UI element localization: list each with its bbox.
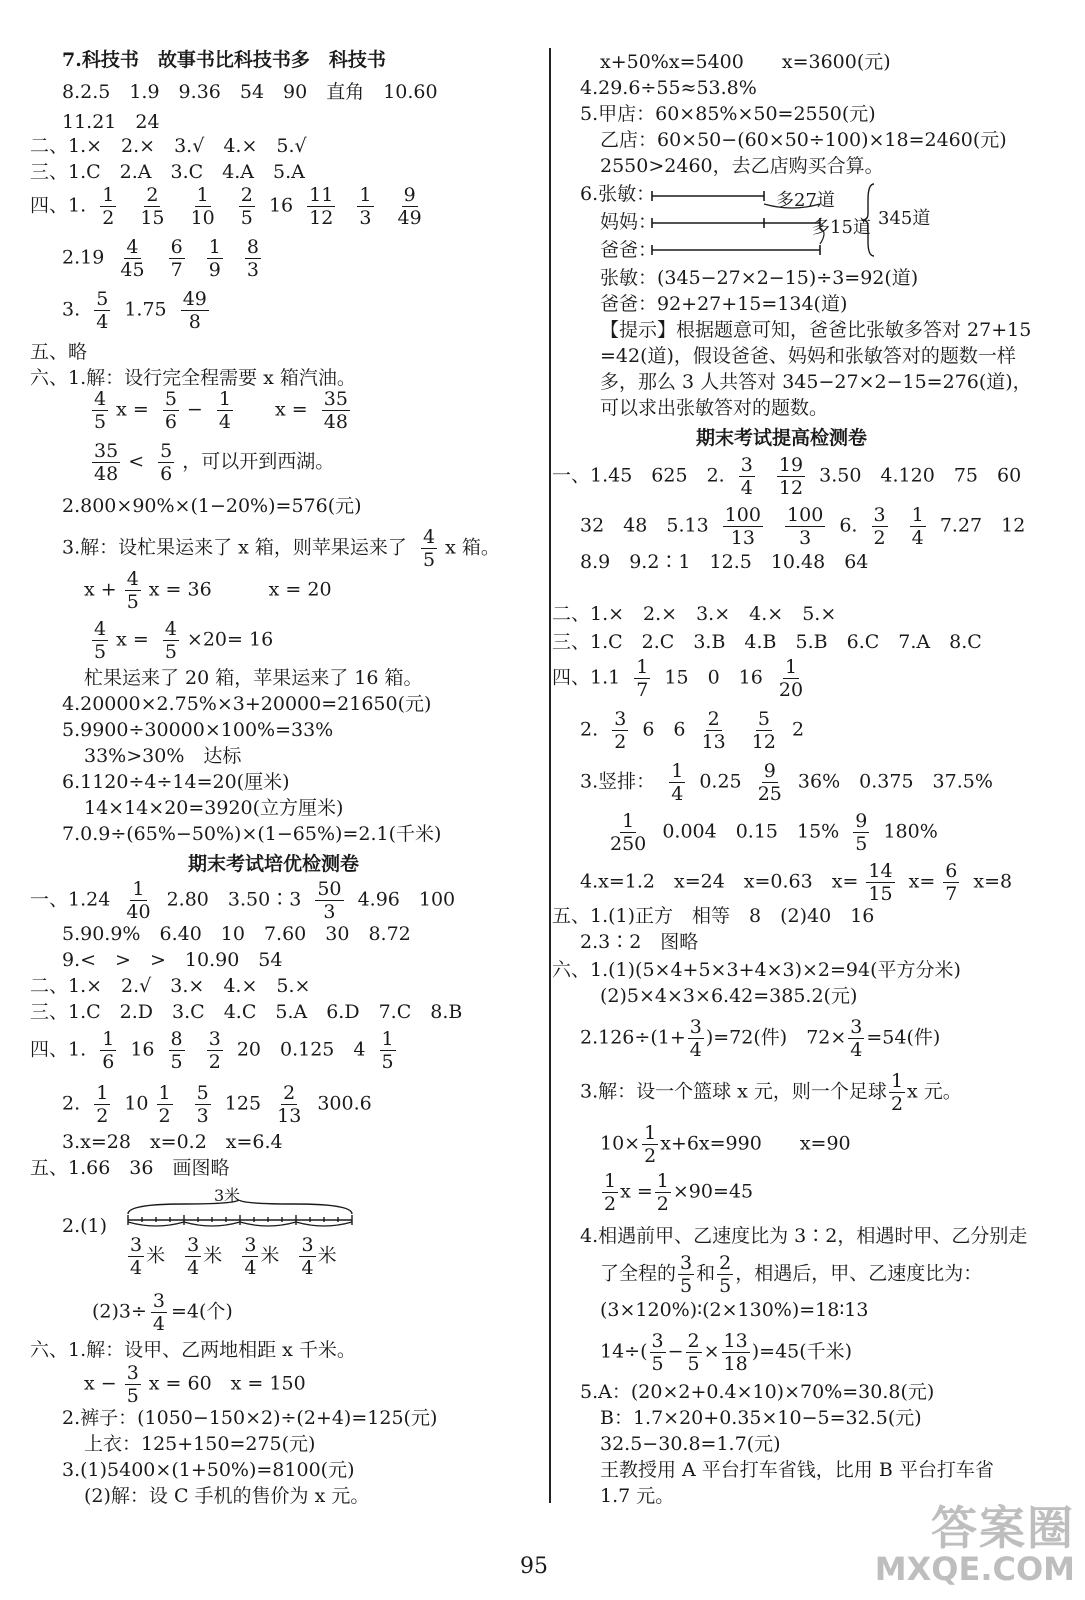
fraction: $\frac{3}{4}$ xyxy=(740,454,753,499)
answer-value: 0.004 0.15 15% xyxy=(662,820,840,843)
answer-line-fractions: 四、1. $\frac{1}{6}$ 16 $\frac{8}{5}$ $\frac{3}{2}$ 20 0.125 4 $\frac{1}{5}$ xyxy=(30,1028,394,1073)
answer-line: 5.A：(20×2+0.4×10)×70%=30.8(元) xyxy=(580,1381,935,1403)
fraction: $\frac{1}{3}$ xyxy=(359,184,372,229)
answer-value: 300.6 xyxy=(317,1092,372,1115)
answer-line: 1.7 元。 xyxy=(600,1485,675,1507)
diagram-label: 6.张敏： xyxy=(580,183,656,205)
fraction: $\frac{1}{4}$ xyxy=(671,760,684,805)
fraction: $\frac{1}{20}$ xyxy=(778,656,804,701)
answer-line-fractions xyxy=(30,184,432,229)
fraction: $\frac{3}{4}$ xyxy=(301,1234,314,1279)
equation-line: 2.126÷(1+ $\frac{3}{4}$ )=72(件) 72× $\frac{3}{4}$ =54(件) xyxy=(580,1016,941,1061)
fraction: $\frac{3}{4}$ xyxy=(850,1016,863,1061)
diagram-label: 爸爸： xyxy=(600,239,658,261)
fraction: $\frac{5}{12}$ xyxy=(751,708,776,753)
answer-value: 180% xyxy=(883,820,938,843)
section-title: 期末考试培优检测卷 xyxy=(188,853,360,875)
fraction: $\frac{3}{4}$ xyxy=(187,1234,200,1279)
page-number: 95 xyxy=(520,1554,548,1579)
answer-value: 36% 0.375 37.5% xyxy=(797,770,993,793)
diagram-total: 345道 xyxy=(878,208,931,229)
equation-text: 2.126÷ xyxy=(580,1026,651,1049)
answer-line: 11.21 24 xyxy=(62,111,160,133)
answer-line: x+50%x=5400 x=3600(元) xyxy=(600,51,891,73)
answer-label: 四、1. xyxy=(30,194,87,217)
unit-label: 米 xyxy=(317,1244,337,1267)
equation-line xyxy=(92,1290,233,1335)
answer-line: 8.9 9.2∶1 12.5 10.48 64 xyxy=(580,551,869,573)
diagram-note: 多27道 xyxy=(776,190,835,211)
hint-line: 【提示】根据题意可知，爸爸比张敏多答对 27+15 xyxy=(600,319,1032,341)
unit-label: 米 xyxy=(146,1244,166,1267)
answer-line-fractions xyxy=(62,288,217,333)
fraction: $\frac{100}{3}$ xyxy=(787,504,824,549)
fraction: $\frac{9}{25}$ xyxy=(757,760,782,805)
answer-value: x= xyxy=(908,870,936,893)
answer-label: 2.(1) xyxy=(62,1215,108,1237)
segment-diagram xyxy=(124,1200,360,1230)
answer-line: 9.< > > 10.90 54 xyxy=(62,949,283,971)
answer-line xyxy=(62,526,500,571)
answer-value: 10 xyxy=(124,1092,149,1115)
answer-text: 了全程的 xyxy=(600,1262,677,1285)
answer-value: 15 0 16 xyxy=(664,666,763,689)
diagram-label: 妈妈： xyxy=(600,211,658,233)
answer-line: 六、1.解：设甲、乙两地相距 x 千米。 xyxy=(30,1339,356,1361)
answer-line: 二、1.× 2.× 3.√ 4.× 5.√ xyxy=(30,135,307,157)
fraction: $\frac{2}{13}$ xyxy=(277,1082,302,1127)
fraction: $\frac{1}{4}$ xyxy=(218,388,231,433)
fraction: $\frac{35}{48}$ xyxy=(94,440,119,485)
equation-line: $\frac{4}{5}$ x = $\frac{5}{6}$ − $\frac{1}{4}$ x = $\frac{35}{48}$ xyxy=(94,388,348,433)
answer-line: B：1.7×20+0.35×10−5=32.5(元) xyxy=(600,1407,922,1429)
equation-text: ×90=45 xyxy=(672,1180,754,1203)
fraction: $\frac{50}{3}$ xyxy=(317,878,342,923)
answer-line: 32.5−30.8=1.7(元) xyxy=(600,1433,781,1455)
diagram-labels xyxy=(126,1234,337,1279)
answer-line: 五、略 xyxy=(30,341,88,363)
conclusion-text: ，可以开到西湖。 xyxy=(182,450,335,473)
answer-line-fractions xyxy=(552,656,813,701)
equation-line: $\frac{1}{2}$ x = $\frac{1}{2}$ ×90=45 xyxy=(604,1170,754,1215)
fraction: $\frac{4}{5}$ xyxy=(94,618,107,663)
question-text: x 箱。 xyxy=(445,536,500,559)
fraction: $\frac{1}{2}$ xyxy=(644,1122,657,1167)
equation-text: =54(件) xyxy=(866,1026,941,1049)
equation-text: =4(个) xyxy=(171,1300,233,1323)
unit-label: 米 xyxy=(260,1244,280,1267)
equation-text: x+6x=990 x=90 xyxy=(660,1132,851,1155)
answer-line: 王教授用 A 平台打车省钱，比用 B 平台打车省 xyxy=(600,1459,994,1481)
fraction: $\frac{1}{6}$ xyxy=(102,1028,115,1073)
fraction: $\frac{11}{12}$ xyxy=(309,184,334,229)
fraction: $\frac{9}{49}$ xyxy=(397,184,422,229)
answer-line: 六、1.(1)(5×4+5×3+4×3)×2=94(平方分米) xyxy=(552,959,961,981)
answer-line-fractions xyxy=(580,860,1012,905)
answer-line: 五、1.66 36 画图略 xyxy=(30,1157,230,1179)
equation-line: $\frac{35}{48}$ < $\frac{5}{6}$ ，可以开到西湖。 xyxy=(94,440,335,485)
equation-text: x = 60 x = 150 xyxy=(148,1372,306,1395)
answer-line: 2550>2460，去乙店购买合算。 xyxy=(600,155,884,177)
fraction: $\frac{1}{40}$ xyxy=(126,878,151,923)
answer-value: 0.25 xyxy=(699,770,742,793)
answer-label: 2.19 xyxy=(62,246,105,269)
diagram-note: 多15道 xyxy=(812,217,871,238)
fraction: $\frac{35}{48}$ xyxy=(323,388,348,433)
fraction: $\frac{1}{2}$ xyxy=(604,1170,617,1215)
equation-line: $\frac{4}{5}$ x = $\frac{4}{5}$ ×20= 16 xyxy=(94,618,274,663)
answer-line: 7.科技书 故事书比科技书多 科技书 xyxy=(62,49,386,71)
equation-text: = 16 xyxy=(227,628,274,651)
answer-label: 四、1.1 xyxy=(552,666,621,689)
answer-line xyxy=(580,1070,962,1115)
answer-line: 张敏：(345−27×2−15)÷3=92(道) xyxy=(600,267,919,289)
hint-line: 多，那么 3 人共答对 345−27×2−15=276(道)， xyxy=(600,371,1032,393)
answer-line: 5.9900÷30000×100%=33% xyxy=(62,719,334,741)
section-title: 期末考试提高检测卷 xyxy=(696,427,868,449)
answer-value: 2 xyxy=(792,718,805,741)
answer-line: 上衣：125+150=275(元) xyxy=(84,1433,316,1455)
fraction: $\frac{2}{13}$ xyxy=(701,708,726,753)
fraction: $\frac{4}{5}$ xyxy=(94,388,107,433)
answer-line-fractions xyxy=(62,1082,372,1127)
fraction: $\frac{6}{7}$ xyxy=(170,236,183,281)
fraction: $\frac{2}{5}$ xyxy=(719,1252,732,1297)
answer-line-fractions xyxy=(62,236,269,281)
answer-line-fractions xyxy=(580,760,993,805)
fraction: $\frac{3}{2}$ xyxy=(208,1028,221,1073)
fraction: $\frac{3}{2}$ xyxy=(873,504,886,549)
answer-line: 2.3∶2 图略 xyxy=(580,931,699,953)
answer-line: 三、1.C 2.C 3.B 4.B 5.B 6.C 7.A 8.C xyxy=(552,631,982,653)
answer-line: 2.800×90%×(1−20%)=576(元) xyxy=(62,495,362,517)
answer-line: 4.相遇前甲、乙速度比为 3∶2，相遇时甲、乙分别走 xyxy=(580,1225,1028,1247)
question-text: 3.解：设一个篮球 x 元，则一个足球 xyxy=(580,1080,887,1103)
answer-line: 33%>30% 达标 xyxy=(84,745,242,767)
watermark-text: 答案圈 xyxy=(931,1501,1075,1555)
fraction: $\frac{1}{4}$ xyxy=(911,504,924,549)
fraction: $\frac{1}{2}$ xyxy=(158,1082,171,1127)
answer-label: 2. xyxy=(62,1092,81,1115)
hint-line: =42(道)，假设爸爸、妈妈和张敏答对的题数一样 xyxy=(600,345,1016,367)
answer-line: 4.20000×2.75%×3+20000=21650(元) xyxy=(62,693,432,715)
equation-text: (2)3÷ xyxy=(92,1300,147,1323)
answer-text: ，相遇后，甲、乙速度比为： xyxy=(735,1262,983,1285)
answer-line-fractions xyxy=(580,708,804,753)
answer-label: 6. xyxy=(839,514,858,537)
question-text: 3.解：设杧果运来了 x 箱，则苹果运来了 xyxy=(62,536,407,559)
fraction: $\frac{3}{4}$ xyxy=(152,1290,166,1335)
answer-line-fractions xyxy=(552,454,1021,499)
answer-line: 7.0.9÷(65%−50%)×(1−65%)=2.1(千米) xyxy=(62,823,442,845)
fraction: $\frac{4}{5}$ xyxy=(126,568,139,613)
fraction: $\frac{49}{8}$ xyxy=(182,288,207,333)
fraction: $\frac{3}{4}$ xyxy=(689,1016,702,1061)
fraction: $\frac{1}{7}$ xyxy=(636,656,649,701)
fraction: $\frac{1}{2}$ xyxy=(102,184,115,229)
fraction: $\frac{100}{13}$ xyxy=(724,504,761,549)
answer-line: (2)解：设 C 手机的售价为 x 元。 xyxy=(84,1485,370,1507)
answer-label: 四、1. xyxy=(30,1038,87,1061)
fraction: $\frac{5}{6}$ xyxy=(164,388,177,433)
answer-line-fractions xyxy=(580,504,1025,549)
question-text: x 元。 xyxy=(907,1080,962,1103)
answer-value: 2.80 3.50∶3 xyxy=(166,888,302,911)
fraction: $\frac{5}{3}$ xyxy=(196,1082,209,1127)
equation-text: =45(千米) xyxy=(759,1340,853,1363)
fraction: $\frac{1}{10}$ xyxy=(190,184,215,229)
unit-label: 米 xyxy=(203,1244,223,1267)
answer-label: 2. xyxy=(580,718,599,741)
answer-value: x=8 xyxy=(973,870,1013,893)
equation-line: x − $\frac{3}{5}$ x = 60 x = 150 xyxy=(84,1362,306,1407)
fraction: $\frac{9}{5}$ xyxy=(855,810,868,855)
answer-value: 1.75 xyxy=(124,298,167,321)
answer-label: 3. xyxy=(62,298,81,321)
fraction: $\frac{3}{2}$ xyxy=(614,708,627,753)
answer-line: 3.x=28 x=0.2 x=6.4 xyxy=(62,1131,283,1153)
answer-value: 20 0.125 4 xyxy=(236,1038,366,1061)
equation-line: 14÷( $\frac{3}{5}$ − $\frac{2}{5}$ × $\frac{13}{18}$ )=45(千米) xyxy=(600,1330,853,1375)
answer-value: 7.27 12 xyxy=(939,514,1026,537)
answer-label: 3.竖排： xyxy=(580,770,656,793)
fraction: $\frac{2}{15}$ xyxy=(140,184,165,229)
fraction: $\frac{3}{5}$ xyxy=(126,1362,139,1407)
equation-text: =72(件) 72× xyxy=(713,1026,847,1049)
column-divider xyxy=(549,48,551,1503)
answer-line: 乙店：60×50−(60×50÷100)×18=2460(元) xyxy=(600,129,1007,151)
answer-line: 杧果运来了 20 箱，苹果运来了 16 箱。 xyxy=(84,667,423,689)
fraction: $\frac{8}{3}$ xyxy=(246,236,259,281)
fraction: $\frac{4}{5}$ xyxy=(422,526,436,571)
answer-line: 三、1.C 2.A 3.C 4.A 5.A xyxy=(30,161,305,183)
fraction: $\frac{1}{250}$ xyxy=(610,810,647,855)
answer-line: 五、1.(1)正方 相等 8 (2)40 16 xyxy=(552,905,875,927)
answer-text: 和 xyxy=(696,1262,716,1285)
answer-value: 6 6 xyxy=(642,718,686,741)
answer-line: 14×14×20=3920(立方厘米) xyxy=(84,797,344,819)
fraction: $\frac{4}{45}$ xyxy=(120,236,145,281)
answer-label: 4.x=1.2 x=24 x=0.63 x= xyxy=(580,870,859,893)
equation-text: x = 36 x = 20 xyxy=(148,578,332,601)
answer-line-fractions xyxy=(30,878,455,923)
diagram-label: 3米 xyxy=(214,1186,241,1205)
fraction: $\frac{5}{6}$ xyxy=(160,440,173,485)
fraction: $\frac{1}{9}$ xyxy=(208,236,221,281)
hint-line: 可以求出张敏答对的题数。 xyxy=(600,397,829,419)
answer-line: 二、1.× 2.√ 3.× 4.× 5.× xyxy=(30,975,311,997)
fraction: $\frac{5}{4}$ xyxy=(96,288,109,333)
answer-value: 4.96 100 xyxy=(357,888,456,911)
answer-label: 一、1.45 625 2. xyxy=(552,464,725,487)
equation-line: 10× $\frac{1}{2}$ x+6x=990 x=90 xyxy=(600,1122,851,1167)
equation-line: x + $\frac{4}{5}$ x = 36 x = 20 xyxy=(84,568,332,613)
fraction: $\frac{14}{15}$ xyxy=(868,860,893,905)
answer-line: 8.2.5 1.9 9.36 54 90 直角 10.60 xyxy=(62,81,438,103)
fraction: $\frac{1}{2}$ xyxy=(96,1082,109,1127)
fraction: $\frac{1}{5}$ xyxy=(381,1028,394,1073)
fraction: $\frac{19}{12}$ xyxy=(778,454,804,499)
watermark-url: MXQE.COM xyxy=(874,1550,1075,1588)
fraction: $\frac{2}{5}$ xyxy=(687,1330,700,1375)
answer-line: 爸爸：92+27+15=134(道) xyxy=(600,293,848,315)
fraction: $\frac{13}{18}$ xyxy=(723,1330,748,1375)
answer-line: (3×120%)∶(2×130%)=18∶13 xyxy=(600,1299,869,1321)
answer-line: 六、1.解：设行完全程需要 x 箱汽油。 xyxy=(30,367,356,389)
fraction: $\frac{4}{5}$ xyxy=(164,618,177,663)
answer-line-fractions xyxy=(600,810,938,855)
answer-value: 3.50 4.120 75 60 xyxy=(819,464,1022,487)
fraction: $\frac{3}{5}$ xyxy=(651,1330,664,1375)
answer-value: 125 xyxy=(224,1092,262,1115)
fraction: $\frac{1}{2}$ xyxy=(890,1070,904,1115)
answer-line: 3.(1)5400×(1+50%)=8100(元) xyxy=(62,1459,355,1481)
answer-line: 2.裤子：(1050−150×2)÷(2+4)=125(元) xyxy=(62,1407,438,1429)
fraction: $\frac{3}{5}$ xyxy=(680,1252,693,1297)
fraction: $\frac{6}{7}$ xyxy=(945,860,958,905)
fraction: $\frac{1}{2}$ xyxy=(656,1170,669,1215)
answer-line: 5.90.9% 6.40 10 7.60 30 8.72 xyxy=(62,923,411,945)
watermark-logo xyxy=(874,1492,1075,1592)
fraction: $\frac{8}{5}$ xyxy=(170,1028,183,1073)
fraction: $\frac{3}{4}$ xyxy=(244,1234,257,1279)
fraction: $\frac{2}{5}$ xyxy=(240,184,253,229)
answer-label: 一、1.24 xyxy=(30,888,111,911)
answer-line: (2)5×4×3×6.42=385.2(元) xyxy=(600,985,858,1007)
answer-value: 16 xyxy=(268,194,294,217)
answer-line: 二、1.× 2.× 3.× 4.× 5.× xyxy=(552,603,837,625)
answer-line: 6.1120÷4÷14=20(厘米) xyxy=(62,771,290,793)
answer-value: 32 48 5.13 xyxy=(580,514,709,537)
fraction: $\frac{3}{4}$ xyxy=(130,1234,143,1279)
answer-line: 4.29.6÷55≈53.8% xyxy=(580,77,757,99)
answer-line xyxy=(600,1252,982,1297)
answer-line: 5.甲店：60×85%×50=2550(元) xyxy=(580,103,876,125)
answer-line: 三、1.C 2.D 3.C 4.C 5.A 6.D 7.C 8.B xyxy=(30,1001,463,1023)
